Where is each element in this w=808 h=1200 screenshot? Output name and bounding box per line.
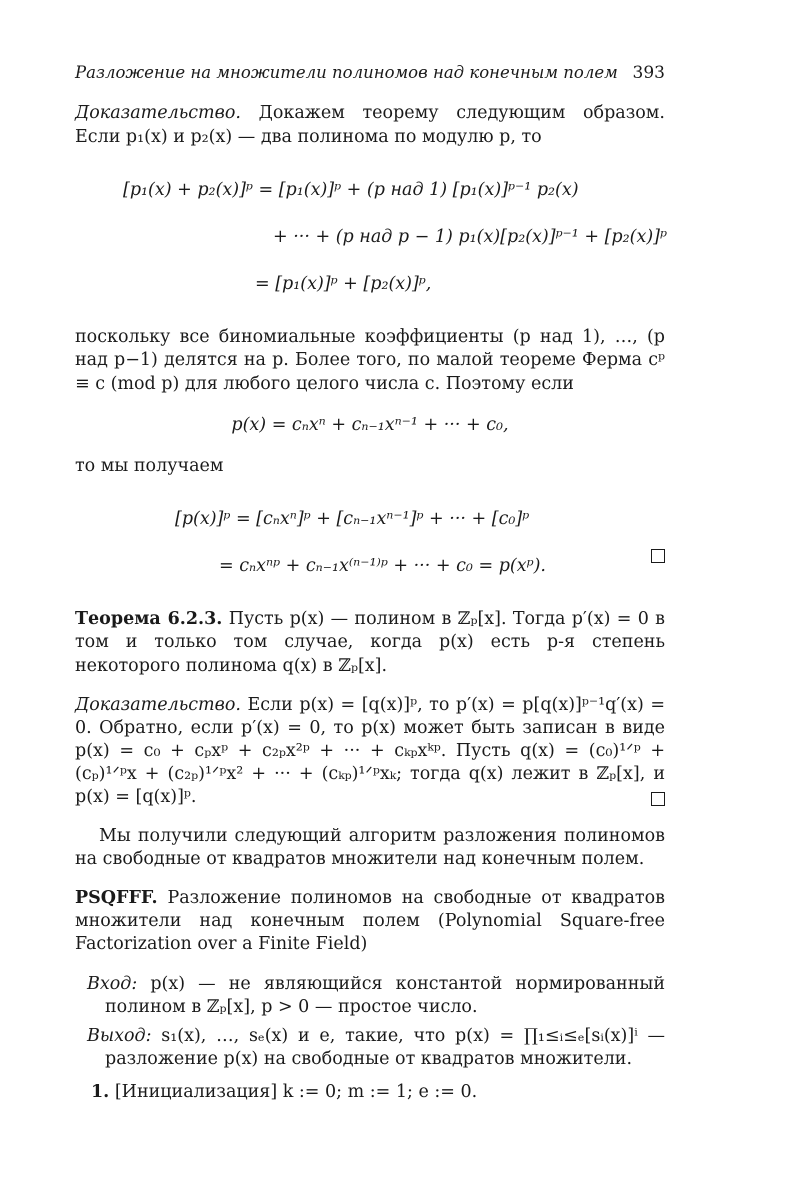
algorithm-input [87, 973, 665, 1019]
theorem [75, 608, 665, 677]
equation-binomial [123, 167, 665, 309]
equation-polynomial: p(x) = cₙxⁿ + cₙ₋₁xⁿ⁻¹ + ··· + c₀, [231, 414, 509, 435]
running-title: Разложение на множители полиномов над конечным полем [75, 63, 618, 82]
proof-text: Докажем теорему следующим образом. Если p₁(x) и p₂(x) — два полинома по модулю p, то [75, 103, 665, 147]
paragraph: Мы получили следующий алгоритм разложения полиномов на свободные от квадратов множители над конечным полем. [75, 826, 665, 870]
algorithm-output [87, 1025, 665, 1071]
equation-line: = [p₁(x)]ᵖ + [p₂(x)]ᵖ, [255, 274, 432, 295]
equation-line: = cₙxⁿᵖ + cₙ₋₁x⁽ⁿ⁻¹⁾ᵖ + ··· + c₀ = p(xᵖ). [219, 556, 546, 577]
proof-1 [75, 102, 665, 148]
theorem-label: Теорема 6.2.3. [75, 609, 223, 630]
output-label: Выход: [87, 1025, 152, 1046]
input-text: p(x) — не являющийся константой нормированный полином в ℤₚ[x], p > 0 — простое число. [105, 973, 665, 1017]
equation-line: + ··· + (p над p − 1) p₁(x)[p₂(x)]ᵖ⁻¹ + [p₂(x)]ᵖ [273, 226, 667, 247]
equation-line: [p(x)]ᵖ = [cₙxⁿ]ᵖ + [cₙ₋₁xⁿ⁻¹]ᵖ + ··· + [c₀]ᵖ [175, 508, 530, 529]
algorithm-name: PSQFFF. [75, 888, 158, 909]
proof-label: Доказательство. [75, 694, 241, 715]
equation-line-wrap [175, 543, 665, 590]
proof-text: Если p(x) = [q(x)]ᵖ, то p′(x) = p[q(x)]ᵖ⁻¹q′(x) = 0. Обратно, если p′(x) = 0, то p(x) может быть записан в виде p(x) = c₀ + cₚxᵖ + c₂ₚx²ᵖ + ··· + cₖₚxᵏᵖ. Пусть q(x) = (c₀)¹ᐟᵖ + (cₚ)¹ᐟᵖx + (c₂ₚ)¹ᐟᵖx² + ··· + (cₖₚ)¹ᐟᵖxₖ; тогда q(x) лежит в ℤₚ[x], и p(x) = [q(x)]ᵖ. [75, 694, 665, 807]
algorithm-description: Разложение полиномов на свободные от квадратов множители над конечным полем (Polynomial Square-free Factorization over a Finite Field) [75, 888, 665, 955]
equation-line: [p₁(x) + p₂(x)]ᵖ = [p₁(x)]ᵖ + (p над 1) [p₁(x)]ᵖ⁻¹ p₂(x) [123, 179, 579, 200]
paragraph: поскольку все биномиальные коэффициенты (p над 1), …, (p над p−1) делятся на p. Более того, по малой теореме Ферма cᵖ ≡ c (mod p) для любого целого числа c. Поэтому если [75, 327, 665, 394]
page [75, 62, 665, 1110]
paragraph: то мы получаем [75, 455, 224, 476]
output-text: s₁(x), …, sₑ(x) и e, такие, что p(x) = ∏₁≤ᵢ≤ₑ[sᵢ(x)]ⁱ — разложение p(x) на свободные от квадратов множители. [105, 1025, 665, 1069]
algorithm-step-1 [91, 1081, 665, 1104]
running-header [75, 62, 665, 84]
algorithm-heading [75, 887, 665, 956]
qed-square-icon [651, 792, 665, 806]
step-number: 1. [91, 1081, 110, 1102]
input-label: Вход: [87, 973, 138, 994]
qed-square-icon [651, 549, 665, 563]
step-text: [Инициализация] k := 0; m := 1; e := 0. [114, 1081, 478, 1102]
page-number: 393 [632, 63, 665, 83]
equation-power [175, 496, 665, 591]
theorem-text: Пусть p(x) — полином в ℤₚ[x]. Тогда p′(x) = 0 в том и только том случае, когда p(x) есть p-я степень некоторого полинома q(x) в ℤₚ[x]. [75, 609, 665, 676]
proof-2 [75, 694, 665, 809]
proof-label: Доказательство. [75, 103, 241, 124]
